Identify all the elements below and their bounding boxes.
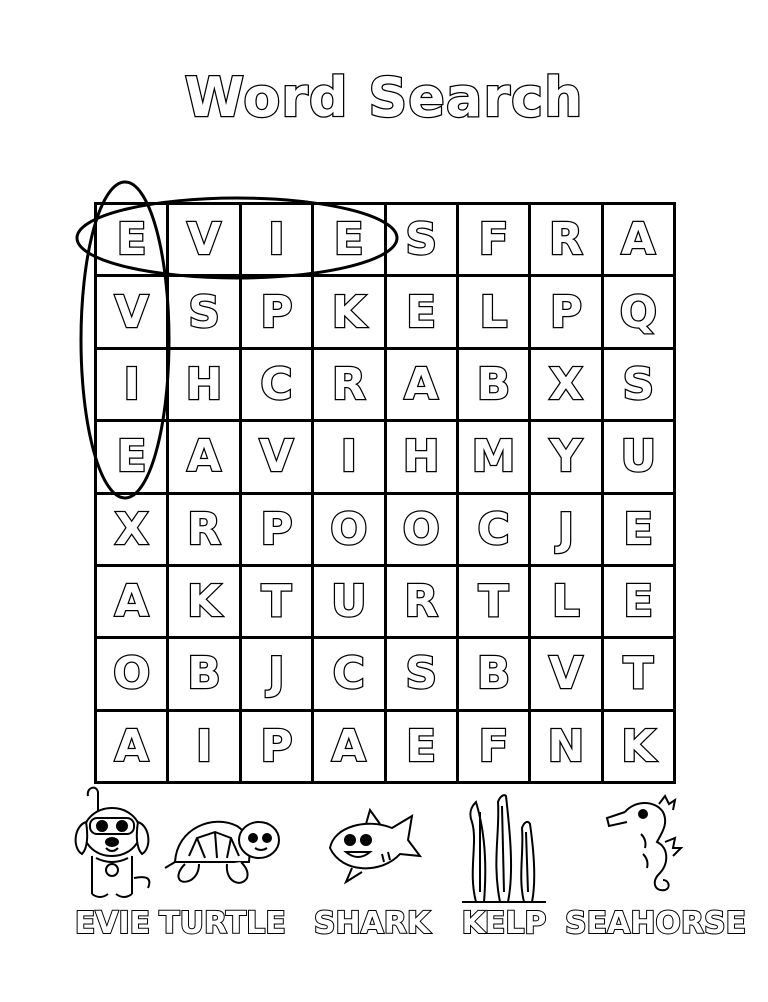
grid-cell[interactable]: K (169, 567, 241, 639)
seahorse-icon (565, 782, 725, 912)
grid-cell[interactable]: C (314, 639, 386, 711)
grid-cell[interactable]: A (314, 712, 386, 784)
grid-cell[interactable]: T (459, 567, 531, 639)
grid-cell[interactable]: E (314, 205, 386, 277)
page-title: Word Search (184, 66, 584, 129)
grid-cell[interactable]: T (242, 567, 314, 639)
grid-cell[interactable]: E (387, 712, 459, 784)
grid-cell[interactable]: O (97, 639, 169, 711)
word-bank (0, 782, 768, 982)
grid-cell[interactable]: V (169, 205, 241, 277)
grid-cell[interactable]: F (459, 205, 531, 277)
word-bank-item-turtle (155, 782, 290, 982)
grid-cell[interactable]: X (531, 350, 603, 422)
grid-cell[interactable]: P (242, 277, 314, 349)
grid-cell[interactable]: U (604, 422, 676, 494)
grid-cell[interactable]: E (387, 277, 459, 349)
grid-cell[interactable]: C (242, 350, 314, 422)
grid-cell[interactable]: S (387, 639, 459, 711)
grid-cell[interactable]: A (97, 712, 169, 784)
grid-cell[interactable]: R (169, 495, 241, 567)
grid-cell[interactable]: A (604, 205, 676, 277)
grid-cell[interactable]: R (314, 350, 386, 422)
word-bank-label: EVIE (74, 906, 151, 941)
grid-cell[interactable]: U (314, 567, 386, 639)
grid-cell[interactable]: L (531, 567, 603, 639)
letter-grid (94, 202, 676, 784)
grid-cell[interactable]: X (97, 495, 169, 567)
grid-cell[interactable]: J (531, 495, 603, 567)
word-bank-item-kelp (448, 782, 560, 982)
grid-cell[interactable]: B (459, 639, 531, 711)
grid-cell[interactable]: T (604, 639, 676, 711)
grid-cell[interactable]: A (169, 422, 241, 494)
grid-cell[interactable]: E (97, 205, 169, 277)
grid-cell[interactable]: Q (604, 277, 676, 349)
grid-cell[interactable]: K (604, 712, 676, 784)
grid-cell[interactable]: A (387, 350, 459, 422)
grid-cell[interactable]: I (169, 712, 241, 784)
grid-cell[interactable]: E (97, 422, 169, 494)
grid-cell[interactable]: S (387, 205, 459, 277)
grid-cell[interactable]: A (97, 567, 169, 639)
word-bank-item-shark (312, 782, 432, 982)
grid-cell[interactable]: P (242, 712, 314, 784)
grid-cell[interactable]: E (604, 567, 676, 639)
grid-cell[interactable]: B (169, 639, 241, 711)
grid-cell[interactable]: P (531, 277, 603, 349)
grid-cell[interactable]: O (314, 495, 386, 567)
turtle-icon (155, 782, 290, 912)
grid-cell[interactable]: J (242, 639, 314, 711)
grid-cell[interactable]: I (97, 350, 169, 422)
grid-cell[interactable]: B (459, 350, 531, 422)
word-bank-label: SEAHORSE (565, 906, 747, 941)
grid-cell[interactable]: M (459, 422, 531, 494)
grid-cell[interactable]: V (242, 422, 314, 494)
grid-cell[interactable]: F (459, 712, 531, 784)
kelp-icon (448, 782, 560, 912)
grid-cell[interactable]: N (531, 712, 603, 784)
grid-cell[interactable]: V (97, 277, 169, 349)
grid-cell[interactable]: I (314, 422, 386, 494)
grid-cell[interactable]: S (604, 350, 676, 422)
word-bank-item-seahorse (565, 782, 747, 982)
grid-cell[interactable]: V (531, 639, 603, 711)
grid-cell[interactable]: Y (531, 422, 603, 494)
grid-cell[interactable]: R (531, 205, 603, 277)
grid-cell[interactable]: L (459, 277, 531, 349)
word-bank-label: SHARK (313, 906, 431, 941)
grid-cell[interactable]: C (459, 495, 531, 567)
grid-cell[interactable]: H (169, 350, 241, 422)
word-bank-label: KELP (461, 906, 547, 941)
grid-cell[interactable]: R (387, 567, 459, 639)
grid-cell[interactable]: E (604, 495, 676, 567)
grid-cell[interactable]: H (387, 422, 459, 494)
grid-cell[interactable]: I (242, 205, 314, 277)
grid-cell[interactable]: P (242, 495, 314, 567)
grid-cell[interactable]: S (169, 277, 241, 349)
word-bank-label: TURTLE (159, 906, 286, 941)
grid-cell[interactable]: K (314, 277, 386, 349)
grid-cell[interactable]: O (387, 495, 459, 567)
shark-icon (312, 782, 432, 912)
